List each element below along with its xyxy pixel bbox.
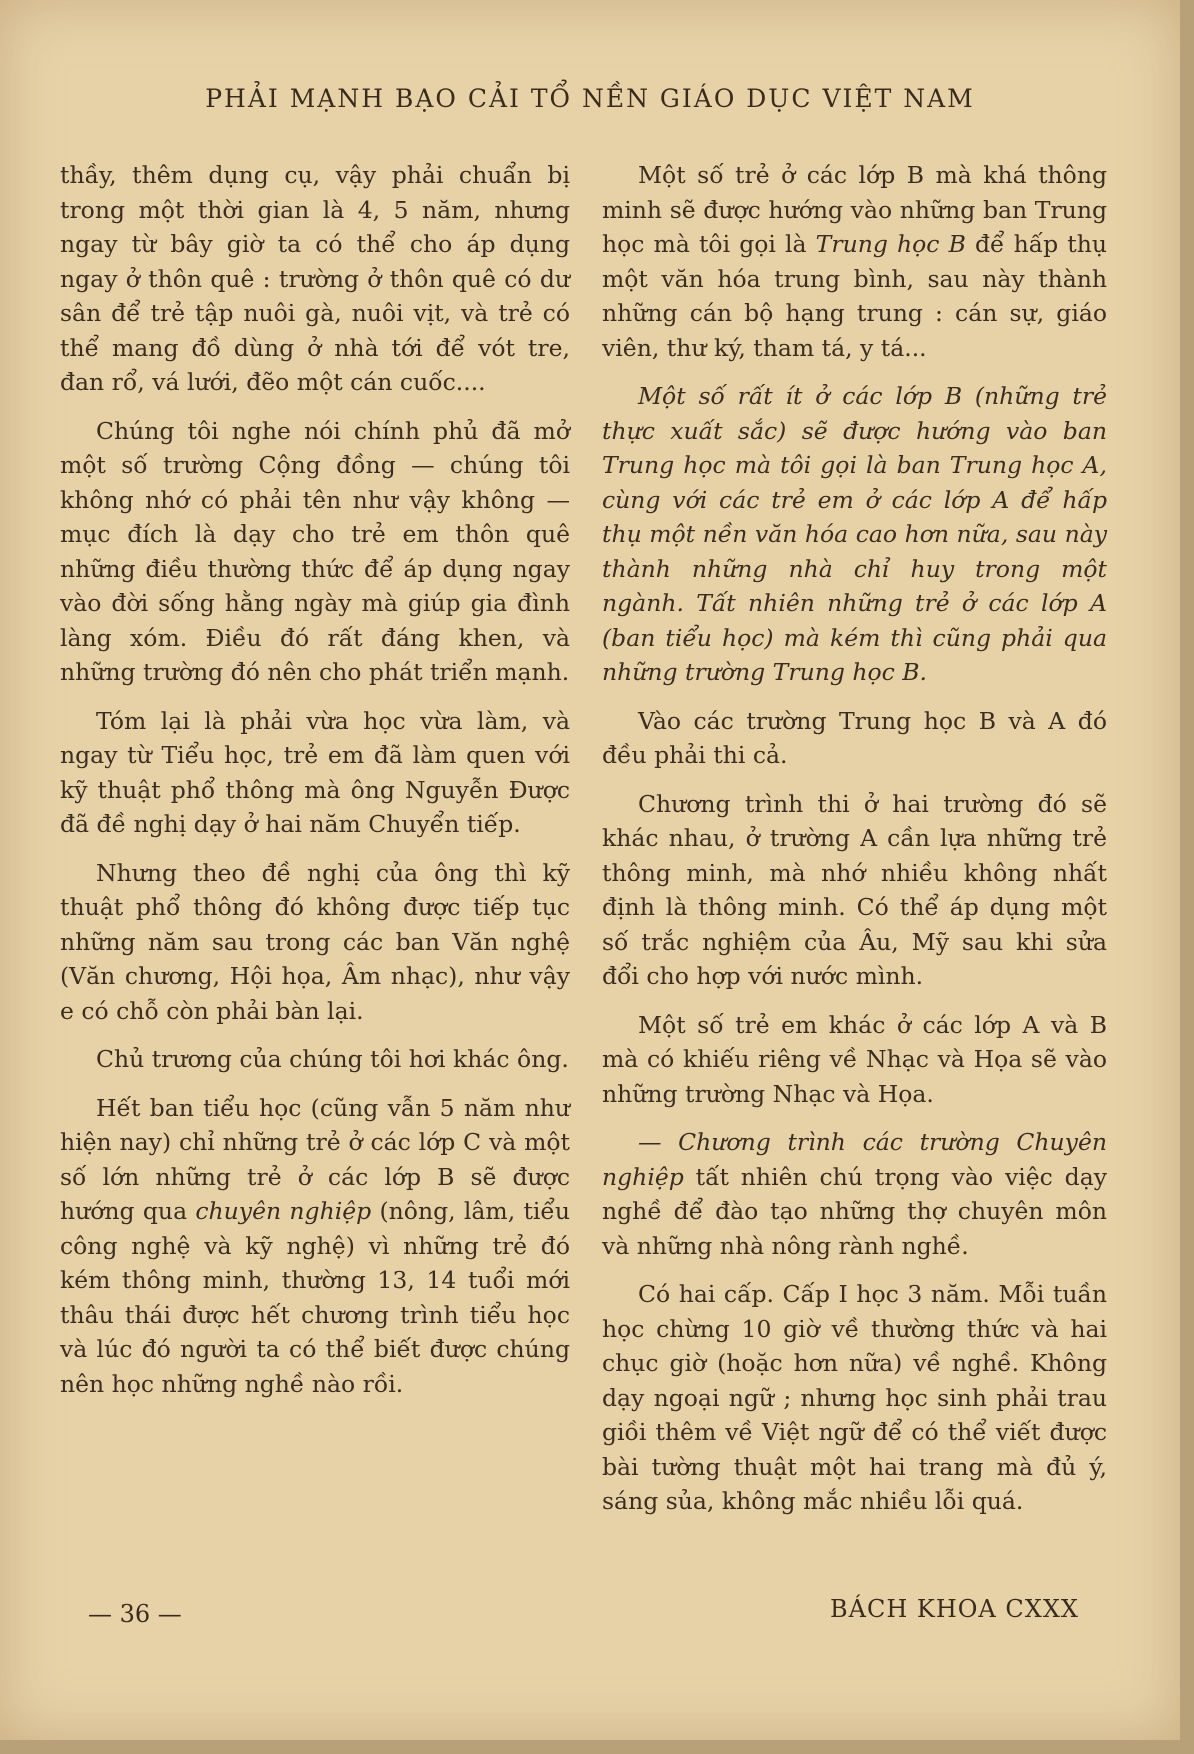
paragraph: Tóm lại là phải vừa học vừa làm, và ngay từ Tiểu học, trẻ em đã làm quen với kỹ thuật phổ thông mà ông Nguyễn Được đã đề nghị dạy ở hai năm Chuyển tiếp.: [60, 706, 570, 838]
magazine-name: BÁCH KHOA CXXX: [830, 1595, 1080, 1623]
italic-text: Trung học B: [815, 230, 966, 258]
text-span: để hấp thụ một văn hóa trung bình, sau này thành những cán bộ hạng trung : cán sự, giáo viên, thư ký, tham tá, y tá...: [602, 230, 1107, 362]
paragraph: thầy, thêm dụng cụ, vậy phải chuẩn bị trong một thời gian là 4, 5 năm, nhưng ngay từ bây giờ ta có thể cho áp dụng ngay ở thôn quê : trường ở thôn quê có dư sân để trẻ tập nuôi gà, nuôi vịt, và trẻ có thể mang đồ dùng ở nhà tới để vót tre, đan rổ, vá lưới, đẽo một cán cuốc....: [60, 161, 570, 396]
italic-paragraph: Một số rất ít ở các lớp B (những trẻ thực xuất sắc) sẽ được hướng vào ban Trung học mà tôi gọi là ban Trung học A, cùng với các trẻ em ở các lớp A để hấp thụ một nền văn hóa cao hơn nữa, sau này thành những nhà chỉ huy trong một ngành. Tất nhiên những trẻ ở các lớp A (ban tiểu học) mà kém thì cũng phải qua những trường Trung học B.: [602, 382, 1107, 686]
italic-text: — Chương trình các trường Chuyên nghiệp: [602, 1128, 1107, 1191]
text-span: tất nhiên chú trọng vào việc dạy nghề để đào tạo những thợ chuyên môn và những nhà nông rành nghề.: [602, 1162, 1107, 1260]
text-span: Một số trẻ ở các lớp B mà khá thông minh sẽ được hướng vào những ban Trung học mà tôi gọi là: [602, 161, 1107, 258]
text-span: Hết ban tiểu học (cũng vẫn 5 năm như hiện nay) chỉ những trẻ ở các lớp C và một số lớn những trẻ ở các lớp B sẽ được hướng qua: [60, 1093, 570, 1225]
paragraph: Chủ trương của chúng tôi hơi khác ông.: [96, 1045, 569, 1073]
paragraph: Một số trẻ em khác ở các lớp A và B mà có khiếu riêng về Nhạc và Họa sẽ vào những trường Nhạc và Họa.: [602, 1010, 1107, 1108]
right-column: [602, 158, 1107, 1533]
left-column: [60, 158, 570, 1415]
paragraph: [60, 1091, 570, 1402]
page-header: PHẢI MẠNH BẠO CẢI TỔ NỀN GIÁO DỤC VIỆT NAM: [205, 84, 975, 113]
page-number: — 36 —: [88, 1600, 182, 1628]
paragraph: Vào các trường Trung học B và A đó đều phải thi cả.: [602, 706, 1107, 769]
text-span: (nông, lâm, tiểu công nghệ và kỹ nghệ) vì những trẻ đó kém thông minh, thường 13, 14 tuổi mới thâu thái được hết chương trình tiểu học và lúc đó người ta có thể biết được chúng nên học những nghề nào rồi.: [60, 1197, 571, 1398]
paragraph: [602, 1125, 1107, 1263]
paragraph: Có hai cấp. Cấp I học 3 năm. Mỗi tuần học chừng 10 giờ về thường thức và hai chục giờ (hoặc hơn nữa) về nghề. Không dạy ngoại ngữ ; nhưng học sinh phải trau giồi thêm về Việt ngữ để có thể viết được bài tường thuật một hai trang mà đủ ý, sáng sủa, không mắc nhiều lỗi quá.: [602, 1280, 1107, 1515]
paragraph: Nhưng theo đề nghị của ông thì kỹ thuật phổ thông đó không được tiếp tục những năm sau trong các ban Văn nghệ (Văn chương, Hội họa, Âm nhạc), như vậy e có chỗ còn phải bàn lại.: [60, 858, 570, 1025]
paragraph: [602, 158, 1107, 365]
italic-text: chuyên nghiệp: [195, 1197, 372, 1225]
paragraph: Chúng tôi nghe nói chính phủ đã mở một số trường Cộng đồng — chúng tôi không nhớ có phải tên như vậy không — mục đích là dạy cho trẻ em thôn quê những điều thường thức để áp dụng ngay vào đời sống hằng ngày mà giúp gia đình làng xóm. Điều đó rất đáng khen, và những trường đó nên cho phát triển mạnh.: [60, 416, 570, 686]
paragraph: Chương trình thi ở hai trường đó sẽ khác nhau, ở trường A cần lựa những trẻ thông minh, mà nhớ nhiều không nhất định là thông minh. Có thể áp dụng một số trắc nghiệm của Âu, Mỹ sau khi sửa đổi cho hợp với nước mình.: [602, 789, 1107, 990]
